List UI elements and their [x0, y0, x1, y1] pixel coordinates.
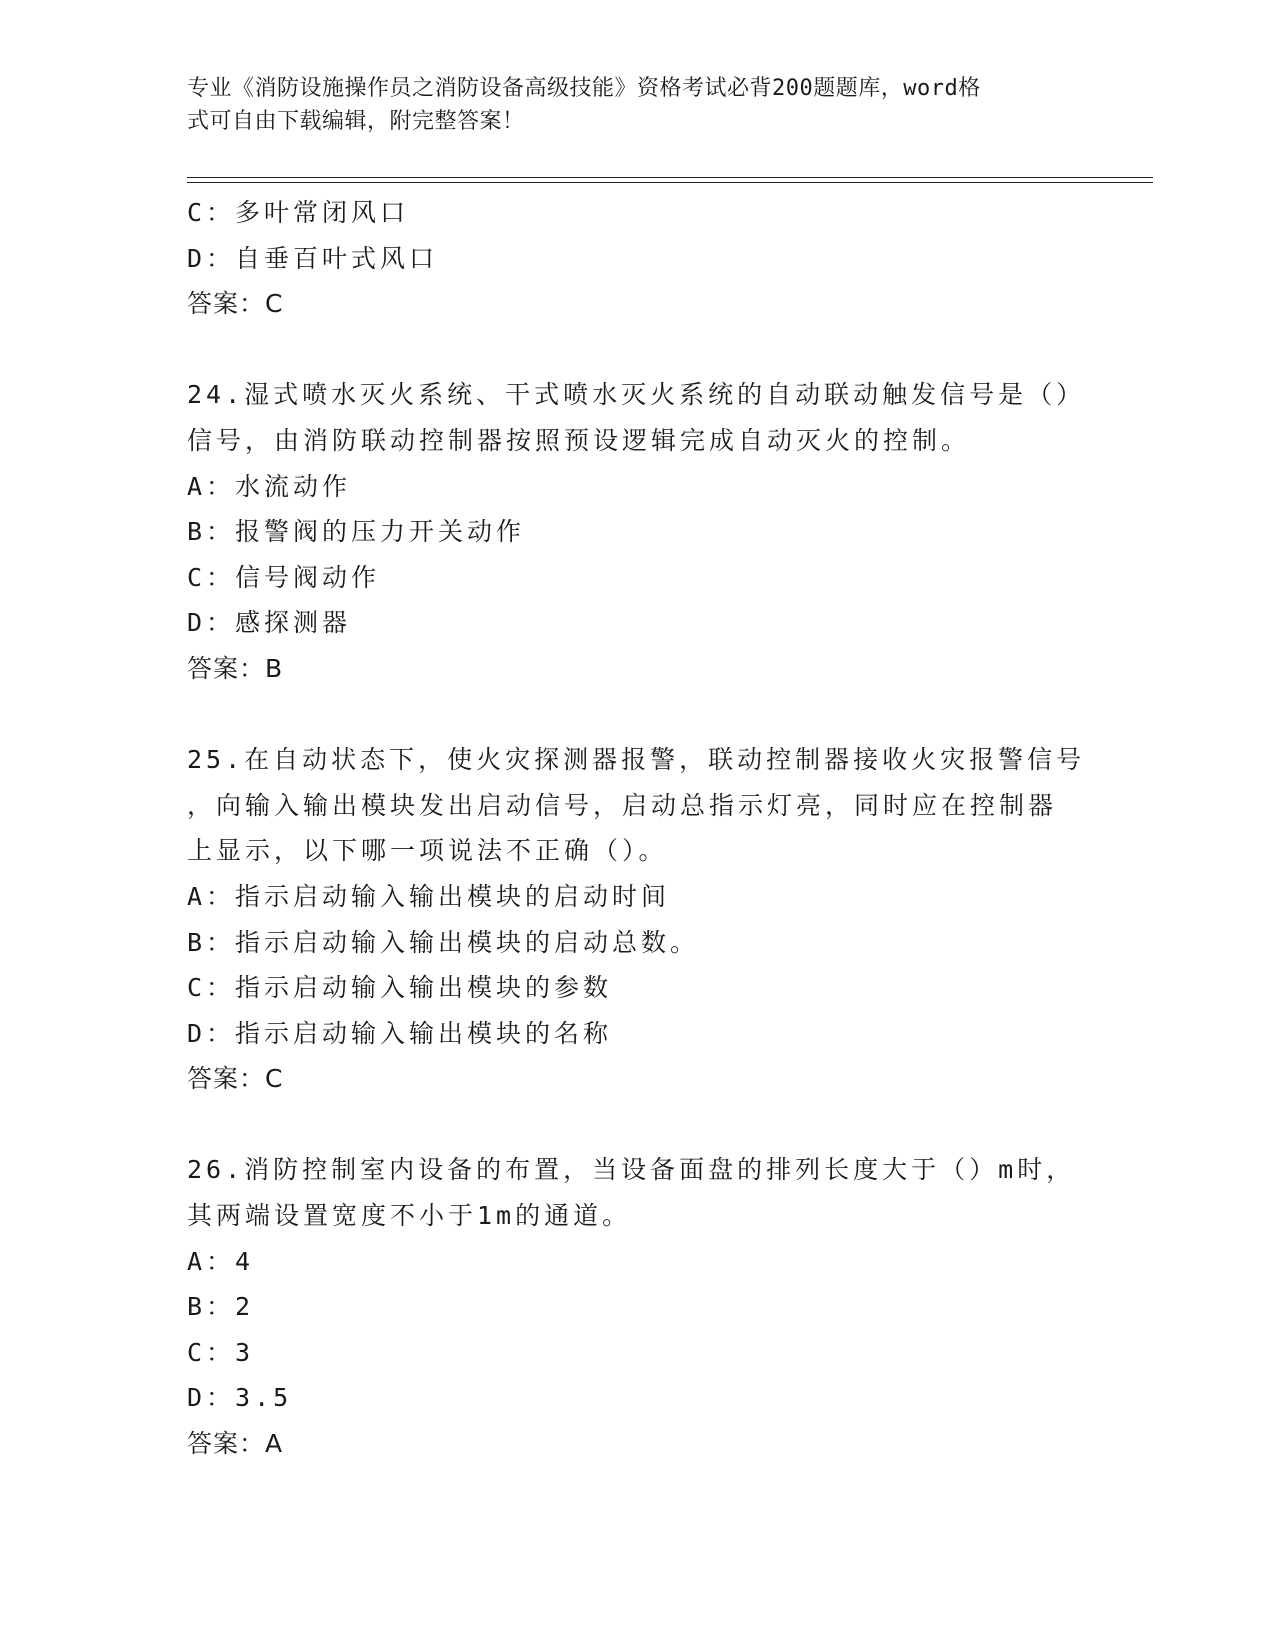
question-list — [187, 190, 1087, 1467]
q26-option-a: A：4 — [187, 1246, 255, 1276]
q25-option-b: B：指示启动输入输出模块的启动总数。 — [187, 927, 700, 957]
header-divider-bottom — [187, 182, 1153, 183]
question-24 — [187, 372, 1087, 691]
spacer — [187, 692, 1087, 738]
q24-option-c: C：信号阀动作 — [187, 562, 381, 592]
q25-option-c: C：指示启动输入输出模块的参数 — [187, 973, 613, 1003]
q25-answer: 答案：C — [187, 1064, 284, 1094]
q26-answer: 答案：A — [187, 1429, 284, 1459]
q25-stem-line-1: 25.在自动状态下，使火灾探测器报警，联动控制器接收火灾报警信号 — [187, 745, 1086, 775]
q26-stem-line-1: 26.消防控制室内设备的布置，当设备面盘的排列长度大于（）m时， — [187, 1155, 1076, 1185]
q25-option-a: A：指示启动输入输出模块的启动时间 — [187, 881, 671, 911]
q23-option-d: D：自垂百叶式风口 — [187, 243, 439, 273]
q25-stem-line-2: ，向输入输出模块发出启动信号，启动总指示灯亮，同时应在控制器 — [187, 790, 1058, 820]
q23-answer: 答案：C — [187, 289, 284, 319]
q26-option-d: D：3.5 — [187, 1383, 293, 1413]
q24-answer: 答案：B — [187, 653, 284, 683]
q25-option-d: D：指示启动输入输出模块的名称 — [187, 1018, 613, 1048]
question-25 — [187, 737, 1087, 1102]
spacer — [187, 1102, 1087, 1148]
q24-option-d: D：感探测器 — [187, 608, 352, 638]
q24-option-a: A：水流动作 — [187, 471, 352, 501]
spacer — [187, 327, 1087, 373]
q24-stem-line-2: 信号，由消防联动控制器按照预设逻辑完成自动灭火的控制。 — [187, 425, 971, 455]
q25-stem-line-3: 上显示，以下哪一项说法不正确（）。 — [187, 836, 668, 866]
q24-option-b: B：报警阀的压力开关动作 — [187, 517, 526, 547]
header-line-1: 专业《消防设施操作员之消防设备高级技能》资格考试必背200题题库，word格 — [187, 76, 981, 101]
q26-option-c: C：3 — [187, 1337, 255, 1367]
q24-stem-line-1: 24.湿式喷水灭火系统、干式喷水灭火系统的自动联动触发信号是（） — [187, 380, 1086, 410]
q26-stem-line-2: 其两端设置宽度不小于1m的通道。 — [187, 1201, 632, 1231]
q23-option-c: C：多叶常闭风口 — [187, 198, 410, 227]
header-line-2: 式可自由下载编辑，附完整答案！ — [187, 109, 525, 134]
header-divider-top — [187, 177, 1153, 178]
question-23-fragment — [187, 190, 1087, 327]
question-26 — [187, 1147, 1087, 1466]
document-header — [187, 72, 1067, 138]
q26-option-b: B：2 — [187, 1292, 255, 1322]
